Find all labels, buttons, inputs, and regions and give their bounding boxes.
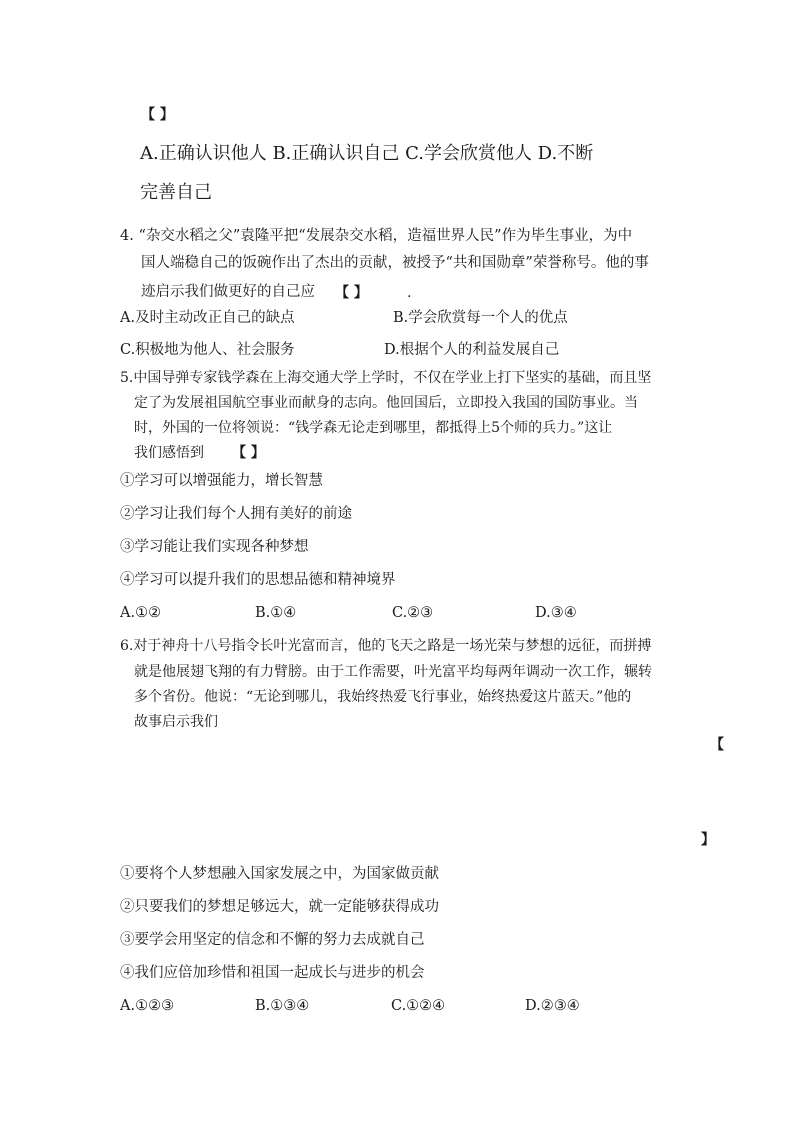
q4-stem-line-3: 迹启示我们做更好的自己应 — [141, 284, 315, 300]
q5-item-3: ③学习能让我们实现各种梦想 — [120, 539, 309, 555]
q6-item-1: ①要将个人梦想融入国家发展之中，为国家做贡献 — [120, 866, 439, 882]
q5-item-1: ①学习可以增强能力，增长智慧 — [120, 473, 323, 489]
q4-answer-bracket: 【 】 — [335, 285, 368, 301]
q6-stem-line-4: 故事启示我们 — [134, 714, 218, 730]
q6-stem-line-3: 多个省份。他说：“无论到哪儿，我始终热爱飞行事业，始终热爱这片蓝天。”他的 — [134, 689, 632, 705]
q5-stem-line-2: 定了为发展祖国航空事业而献身的志向。他回国后，立即投入我国的国防事业。当 — [134, 395, 638, 411]
q5-option-b: B.①④ — [255, 605, 297, 621]
q3-options-continuation: 完善自己 — [140, 182, 212, 203]
q6-option-b: B.①③④ — [255, 998, 310, 1014]
q5-item-2: ②学习让我们每个人拥有美好的前途 — [120, 506, 352, 522]
q4-option-c: C.积极地为他人、社会服务 — [120, 342, 295, 358]
q6-bracket-close: 】 — [701, 832, 715, 848]
q6-item-3: ③要学会用坚定的信念和不懈的努力去成就自己 — [120, 932, 425, 948]
q5-option-a: A.①② — [120, 605, 162, 621]
q6-option-d: D.②③④ — [525, 998, 580, 1014]
q5-option-d: D.③④ — [535, 605, 577, 621]
q3-options-line: A.正确认识他人 B.正确认识自己 C.学会欣赏他人 D.不断 — [140, 143, 594, 164]
q6-option-c: C.①②④ — [391, 998, 446, 1014]
q6-stem-line-2: 就是他展翅飞翔的有力臂膀。由于工作需要，叶光富平均每两年调动一次工作，辗转 — [134, 664, 652, 680]
q3-answer-bracket: 【 】 — [141, 107, 174, 123]
q5-option-c: C.②③ — [392, 605, 434, 621]
q4-option-b: B.学会欣赏每一个人的优点 — [393, 310, 568, 326]
q6-stem-line-1: 6.对于神舟十八号指令长叶光富而言，他的飞天之路是一场光荣与梦想的远征，而拼搏 — [120, 638, 652, 654]
q4-stem-line-2: 国人端稳自己的饭碗作出了杰出的贡献，被授予“共和国勋章”荣誉称号。他的事 — [141, 255, 649, 271]
q6-option-a: A.①②③ — [120, 998, 175, 1014]
q4-stray-dot: . — [407, 285, 412, 301]
q4-option-d: D.根据个人的利益发展自己 — [384, 342, 560, 358]
q5-stem-line-1: 5.中国导弹专家钱学森在上海交通大学上学时，不仅在学业上打下坚实的基础，而且坚 — [120, 370, 652, 386]
q4-option-a: A.及时主动改正自己的缺点 — [120, 310, 295, 326]
q4-stem-line-1: 4. “杂交水稻之父”袁隆平把“发展杂交水稻，造福世界人民”作为毕生事业，为中 — [120, 228, 633, 244]
q5-item-4: ④学习可以提升我们的思想品德和精神境界 — [120, 572, 396, 588]
q5-stem-line-3: 时，外国的一位将领说：“钱学森无论走到哪里，都抵得上5个师的兵力。”这让 — [134, 420, 613, 436]
q6-bracket-open: 【 — [710, 737, 724, 753]
q6-item-4: ④我们应倍加珍惜和祖国一起成长与进步的机会 — [120, 965, 425, 981]
q6-item-2: ②只要我们的梦想足够远大，就一定能够获得成功 — [120, 899, 439, 915]
q5-answer-bracket: 【 】 — [232, 445, 265, 461]
q5-stem-line-4: 我们感悟到 — [134, 445, 204, 461]
